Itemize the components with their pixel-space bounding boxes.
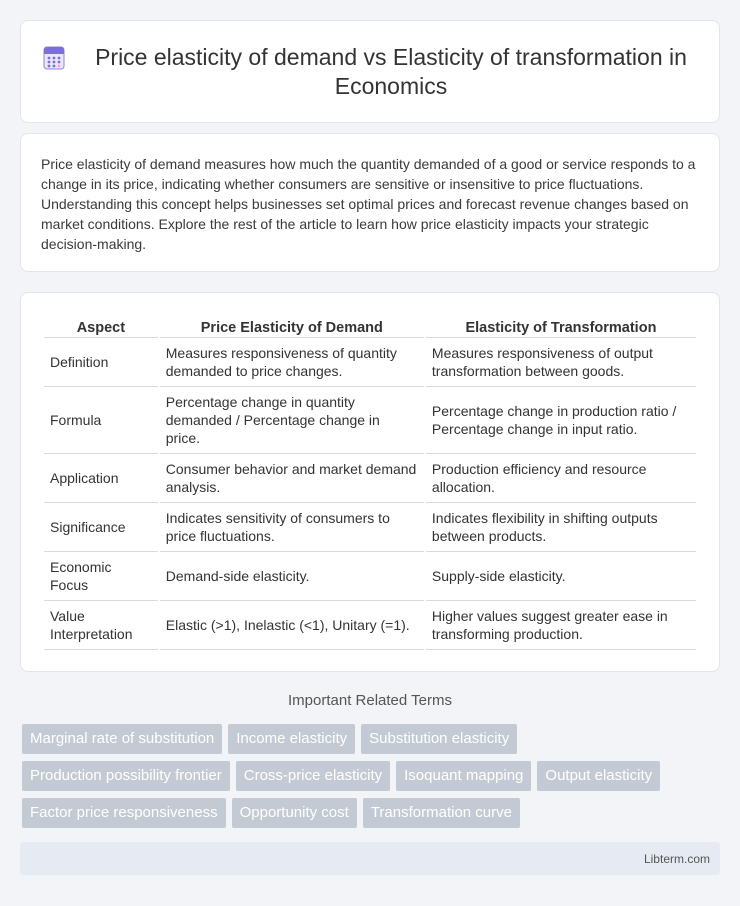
row-aspect: Definition <box>44 338 158 387</box>
related-terms-title: Important Related Terms <box>288 692 452 709</box>
row-demand-value: Percentage change in quantity demanded / Percentage change in price. <box>160 387 424 454</box>
related-term-tag[interactable]: Transformation curve <box>363 798 520 828</box>
page-title: Price elasticity of demand vs Elasticity of transformation in Economics <box>95 43 687 99</box>
row-transformation-value: Supply-side elasticity. <box>426 552 696 601</box>
table-row <box>44 338 696 387</box>
row-transformation-value: Indicates flexibility in shifting outputs between products. <box>426 503 696 552</box>
table-row <box>44 503 696 552</box>
table-row <box>44 387 696 454</box>
row-aspect: Significance <box>44 503 158 552</box>
related-term-tag[interactable]: Marginal rate of substitution <box>22 724 222 754</box>
row-transformation-value: Production efficiency and resource allocation. <box>426 454 696 503</box>
intro-paragraph: Price elasticity of demand measures how much the quantity demanded of a good or service responds to a change in its price, indicating whether consumers are sensitive or insensitive to price fluctuations. Understanding this concept helps businesses set optimal prices and forecast revenue changes based on market conditions. Explore the rest of the article to learn how price elasticity impacts your strategic decision-making. <box>41 156 696 252</box>
row-demand-value: Indicates sensitivity of consumers to price fluctuations. <box>160 503 424 552</box>
calculator-icon <box>41 45 67 71</box>
row-demand-value: Measures responsiveness of quantity demanded to price changes. <box>160 338 424 387</box>
header-elasticity-transformation: Elasticity of Transformation <box>426 314 696 338</box>
row-transformation-value: Percentage change in production ratio / Percentage change in input ratio. <box>426 387 696 454</box>
row-aspect: Formula <box>44 387 158 454</box>
table-row <box>44 601 696 650</box>
row-demand-value: Consumer behavior and market demand analysis. <box>160 454 424 503</box>
table-row <box>44 552 696 601</box>
related-term-tag[interactable]: Production possibility frontier <box>22 761 230 791</box>
row-aspect: Value Interpretation <box>44 601 158 650</box>
related-term-tag[interactable]: Substitution elasticity <box>361 724 517 754</box>
row-demand-value: Demand-side elasticity. <box>160 552 424 601</box>
row-aspect: Economic Focus <box>44 552 158 601</box>
table-header-row <box>44 314 696 338</box>
related-term-tag[interactable]: Income elasticity <box>228 724 355 754</box>
row-aspect: Application <box>44 454 158 503</box>
related-term-tag[interactable]: Opportunity cost <box>232 798 357 828</box>
header-aspect: Aspect <box>44 314 158 338</box>
related-term-tag[interactable]: Isoquant mapping <box>396 761 531 791</box>
footer-site-link[interactable]: Libterm.com <box>643 851 710 866</box>
related-term-tag[interactable]: Cross-price elasticity <box>236 761 390 791</box>
footer <box>20 842 720 875</box>
row-transformation-value: Higher values suggest greater ease in transforming production. <box>426 601 696 650</box>
comparison-table-card <box>20 292 720 672</box>
row-transformation-value: Measures responsiveness of output transformation between goods. <box>426 338 696 387</box>
row-demand-value: Elastic (>1), Inelastic (<1), Unitary (=1). <box>160 601 424 650</box>
header-card <box>20 20 720 123</box>
header-price-elasticity: Price Elasticity of Demand <box>160 314 424 338</box>
intro-card <box>20 133 720 272</box>
related-term-tag[interactable]: Output elasticity <box>537 761 660 791</box>
related-terms-list <box>22 724 722 835</box>
table-row <box>44 454 696 503</box>
comparison-table <box>42 314 698 650</box>
related-term-tag[interactable]: Factor price responsiveness <box>22 798 226 828</box>
